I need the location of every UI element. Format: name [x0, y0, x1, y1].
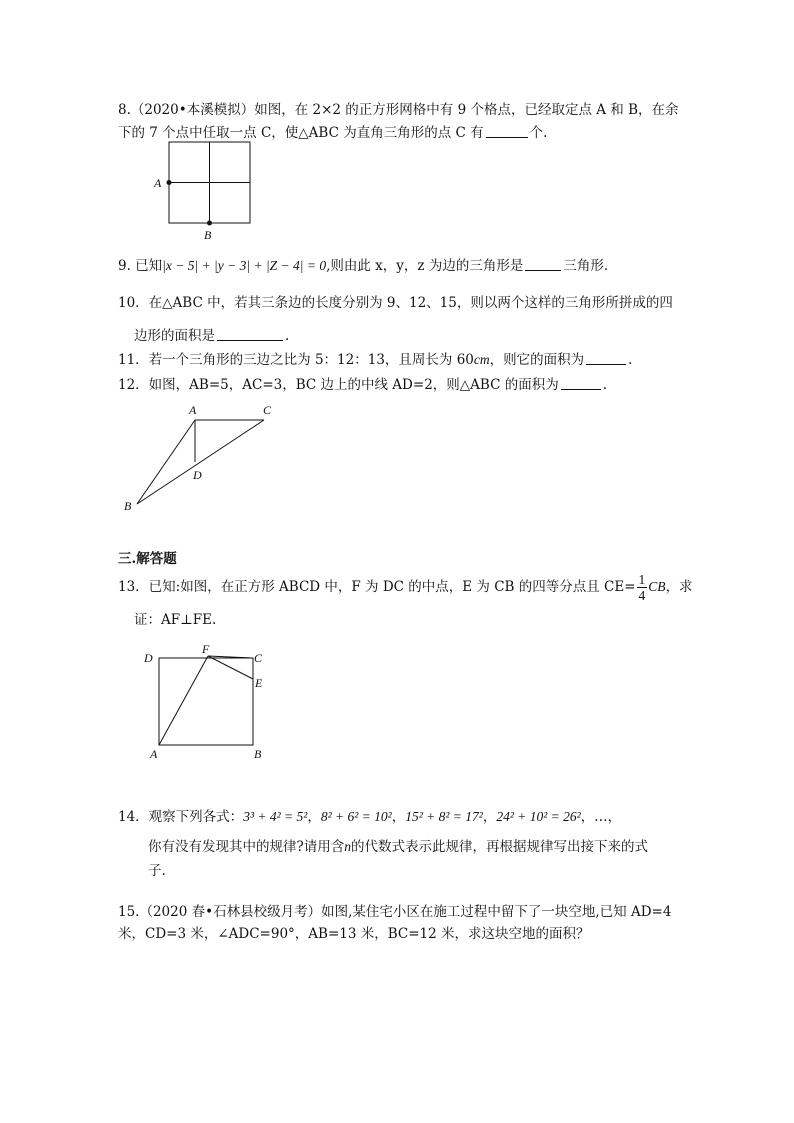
q13-prefix: 13．已知:如图，在正方形 ABCD 中，F 为 DC 的中点，E 为 CB 的四等分点且 CE= [118, 579, 636, 595]
q9-mid: ,则由此 x，y，z 为边的三角形是 [326, 258, 524, 274]
q8-line1: 8.（2020•本溪模拟）如图，在 2×2 的正方形网格中有 9 个格点，已经取定点 A 和 B，在余 [118, 102, 679, 118]
label-a: A [189, 403, 197, 417]
q11-mid: ，则它的面积为 [489, 352, 585, 368]
q12-end: . [602, 377, 608, 393]
q13-frac-den: 4 [638, 588, 646, 603]
q13-frac-num: 1 [638, 572, 646, 587]
q10-answer-blank [217, 328, 283, 341]
square-abcd [159, 658, 253, 745]
q13-square-figure [140, 640, 280, 765]
q14-line2b: 的代数式表示此规律，再根据规律写出接下来的式 [351, 839, 648, 855]
segment-ab [137, 420, 195, 504]
q11-line [118, 348, 632, 368]
q15-line1: 15.（2020 春•石林县校级月考）如图,某住宅小区在施工过程中留下了一块空地,已知 AD=4 [118, 904, 672, 920]
q12-line [118, 373, 607, 393]
q10-line2-end: . [285, 328, 290, 344]
segment-bc [137, 420, 264, 504]
q10-line2-text: 边形的面积是 [134, 328, 215, 344]
q14-var-n: n [344, 839, 351, 854]
label-a: A [150, 747, 158, 761]
q14-eq3: 15² + 8² = 17² [405, 809, 483, 824]
q14-line2 [148, 835, 648, 855]
q11-answer-blank [586, 352, 626, 365]
label-c: C [254, 651, 263, 665]
q12-answer-blank [561, 377, 601, 390]
q9-answer-blank [525, 258, 561, 271]
q8-grid-figure [150, 138, 260, 243]
q8-line2-end: 个. [529, 125, 548, 141]
label-a: A [154, 176, 162, 190]
point-a [167, 180, 172, 185]
q14-line1: 14．观察下列各式：3³ + 4² = 5²，8² + 6² = 10²，15² + 8² = 17²，24² + 10² = 26²，…， [118, 809, 622, 825]
q8-line2-text: 下的 7 个点中任取一点 C，使△ABC 为直角三角形的点 C 有 [118, 125, 484, 141]
segment-af [159, 656, 208, 745]
q14-eq2: 8² + 6² = 10² [320, 809, 392, 824]
label-d: D [144, 651, 153, 665]
q15-line2: 米，CD=3 米，∠ADC=90°，AB=13 米，BC=12 米，求这块空地的面积？ [118, 926, 590, 942]
q13-suffix: ，求 [665, 579, 693, 595]
q9-end: 三角形. [563, 258, 609, 274]
label-f: F [202, 642, 210, 656]
q13-line1 [118, 572, 693, 603]
label-e: E [255, 676, 263, 690]
q14-prefix: 14．观察下列各式： [118, 809, 244, 825]
label-c: C [263, 403, 272, 417]
label-b: B [204, 228, 212, 242]
q10-line1: 10．在△ABC 中，若其三条边的长度分别为 9、12、15，则以两个这样的三角形所拼成的四 [118, 295, 673, 311]
q14-line3: 子. [148, 863, 166, 879]
q12-triangle-figure [120, 398, 290, 516]
q11-end: . [628, 352, 633, 368]
point-b [207, 221, 212, 226]
q13-fraction [637, 572, 648, 603]
q11-text: 11．若一个三角形的三边之比为 5：12：13，且周长为 60 [118, 352, 474, 368]
q10-line2 [134, 324, 289, 344]
label-b: B [254, 747, 262, 761]
segment-fe [208, 656, 253, 679]
q14-line2a: 你有没有发现其中的规律?请用含 [148, 839, 345, 855]
q14-eq1: 3³ + 4² = 5² [243, 809, 308, 824]
q9-line [118, 254, 608, 274]
label-d: D [193, 468, 202, 482]
q12-text: 12．如图，AB=5，AC=3，BC 边上的中线 AD=2，则△ABC 的面积为 [118, 377, 559, 393]
section-title: 三.解答题 [118, 551, 177, 567]
label-b: B [124, 499, 132, 513]
q8-answer-blank [486, 125, 528, 138]
q14-eq4: 24² + 10² = 26² [496, 809, 581, 824]
q13-cb: CB [648, 579, 666, 594]
q13-line2: 证：AF⊥FE. [134, 612, 217, 628]
q11-unit: cm [473, 352, 490, 367]
q9-prefix: 9. 已知 [118, 258, 163, 274]
q14-ellipsis: ，…， [580, 809, 622, 825]
q9-equation: |x − 5| + |y − 3| + |Z − 4| = 0 [162, 258, 327, 273]
